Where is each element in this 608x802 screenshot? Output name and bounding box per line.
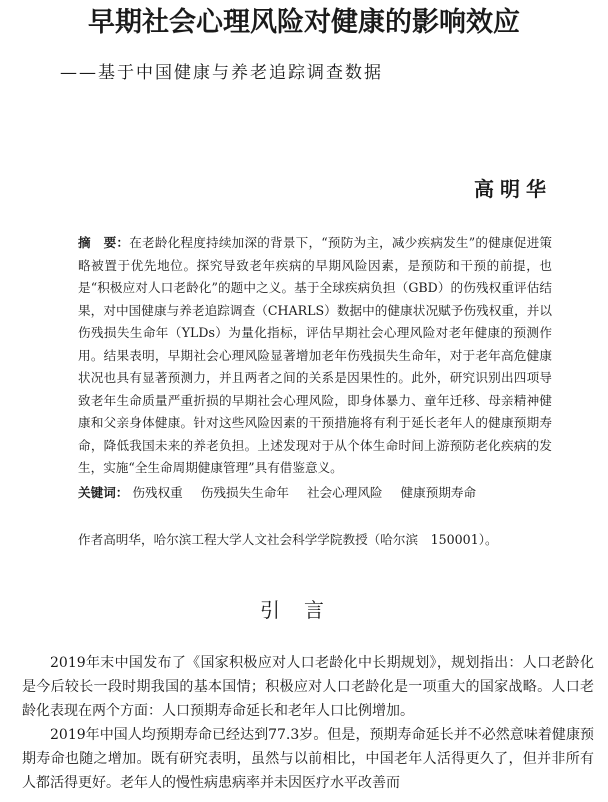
keywords-label: 关键词：: [78, 485, 129, 500]
abstract: [78, 232, 552, 480]
keyword-item: 健康预期寿命: [400, 485, 477, 500]
abstract-text: 在老龄化程度持续加深的背景下，“预防为主，减少疾病发生”的健康促进策略被置于优先地位。探究导致老年疾病的早期风险因素，是预防和干预的前提，也是“积极应对人口老龄化”的题中之义。基于全球疾病负担（GBD）的伤残权重评估结果，对中国健康与养老追踪调查（CHARLS）数据中的健康状况赋予伤残权重，并以伤残损失生命年（YLDs）为量化指标，评估早期社会心理风险对老年健康的预测作用。结果表明，早期社会心理风险显著增加老年伤残损失生命年，对于老年高危健康状况也具有显著预测力，并且两者之间的关系是因果性的。此外，研究识别出四项导致老年生命质量严重折损的早期社会心理风险，即身体暴力、童年迁移、母亲精神健康和父亲身体健康。针对这些风险因素的干预措施将有利于延长老年人的健康预期寿命，降低我国未来的养老负担。上述发现对于从个体生命时间上游预防老化疾病的发生，实施“全生命周期健康管理”具有借鉴意义。: [78, 235, 552, 475]
paper-subtitle: ——基于中国健康与养老追踪调查数据: [60, 63, 383, 83]
author-name: 高明华: [474, 177, 552, 201]
author-affiliation: 作者高明华，哈尔滨工程大学人文社会科学学院教授（哈尔滨 150001）。: [78, 532, 498, 547]
body-paragraph: 2019年末中国发布了《国家积极应对人口老龄化中长期规划》，规划指出：人口老龄化是今后较长一段时期我国的基本国情；积极应对人口老龄化是一项重大的国家战略。人口老龄化表现在两个方面：人口预期寿命延长和老年人口比例增加。: [22, 655, 594, 719]
keyword-item: 伤残权重: [132, 485, 183, 500]
body-paragraph: 2019年中国人均预期寿命已经达到77.3岁。但是，预期寿命延长并不必然意味着健康预期寿命也随之增加。既有研究表明，虽然与以前相比，中国老年人活得更久了，但并非所有人都活得更好。老年人的慢性病患病率并未因医疗水平改善而: [22, 727, 594, 791]
body-text: [22, 651, 594, 795]
keywords: [78, 483, 552, 503]
abstract-label: 摘 要：: [78, 235, 130, 250]
keyword-item: 社会心理风险: [306, 485, 383, 500]
paper-title: 早期社会心理风险对健康的影响效应: [88, 7, 520, 38]
keyword-item: 伤残损失生命年: [200, 485, 289, 500]
section-heading: 引言: [260, 598, 348, 622]
